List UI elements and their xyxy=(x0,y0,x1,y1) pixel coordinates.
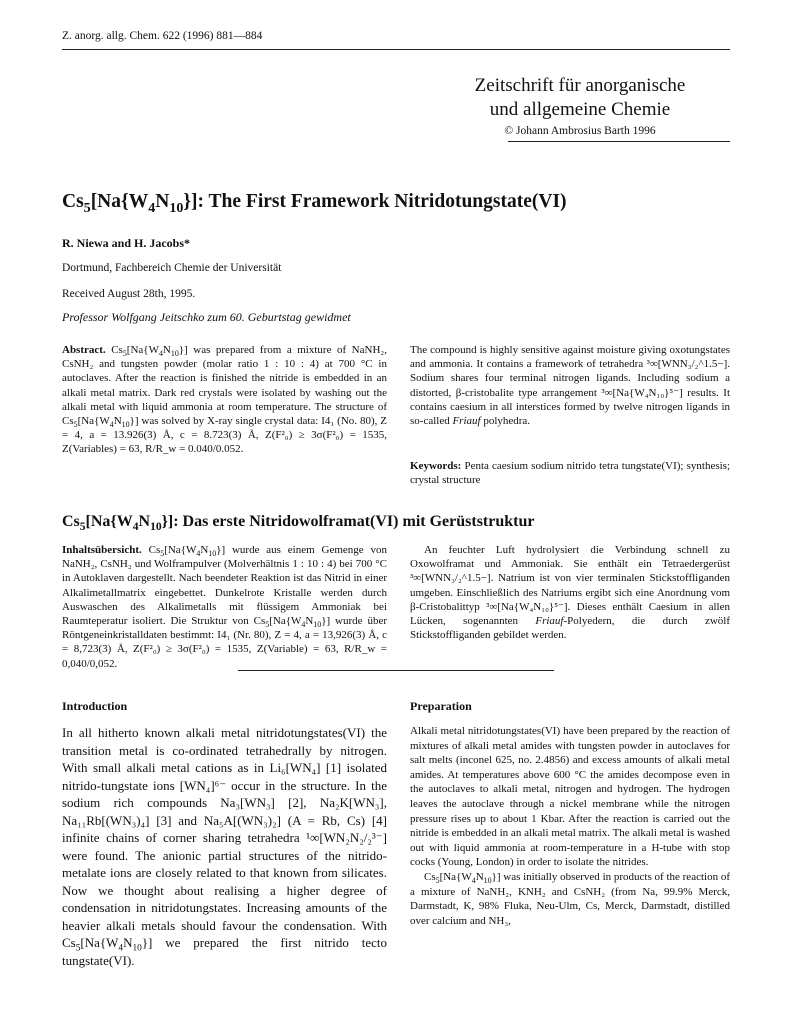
journal-title-line2: und allgemeine Chemie xyxy=(489,99,671,120)
header-rule xyxy=(62,49,730,50)
section-divider xyxy=(238,670,554,671)
german-p1b: wurde über Röntgeneinkristalldaten bestimmt: I4₁ (Nr. 80), Z = 4, a = 13,926(3) Å, c = 8,723(3) Å, Z(F²₀) ≥ 3σ(F²₀) = 1535, Z(Variable) = 63, R/R_w = 0,040/0,052. xyxy=(62,615,387,670)
abstract-label: Abstract. xyxy=(62,344,106,356)
intro-text-a: In all hitherto known alkali metal nitridotungstates(VI) the transition metal is co-ordinated tetrahedrally by nitrogen. With small alkali metal cations as in Li₆[WN₄] [1] isolated nitrido-tungstate ions [WN₄]⁶⁻ occur in the structure. In the sodium rich compounds Na₃[WN₃] [2], Na₂K[WN₃], Na₁₁Rb[(WN₃)₄] [3] and Na₅A[(WN₃)₂] (A = Rb, Cs) [4] infinite chains of corner sharing tetrahedra ¹∞[WN₂N₂/₂³⁻] were found. The anionic partial structures of the nitrido-metalate ions are closely related to that known from silicates. Now we thought about realising a higher degree of condensation in nitridotungstates. Increasing amounts of the heavier alkali metals should favour the condensation. With xyxy=(62,725,387,933)
abstract-left: Abstract. $Cs_5[Na\{W_4N_{10}\}]$ was prepared from a mixture of NaNH₂, CsNH₂ and tungsten powder (molar ratio 1 : 10 : 4) at 700 °C in autoclaves. After the reaction is finished the nitride is embedded in an alkali metal matrix. Dark red crystals were isolated by washing out the alkali metal with liquid ammonia at room temperature. The structure of $Cs_5[Na\{W_4N_{10}\}]$ was solved by X-ray single crystal data: I4₁ (No. 80), Z = 4, a = 13.926(3) Å, c = 8.723(3) Å, Z(F²₀) ≥ 3σ(F²₀) = 1535, Z(Variables) = 63, R/R_w = 0.040/0.052. xyxy=(62,344,387,456)
journal-title-line1: Zeitschrift für anorganische xyxy=(474,75,686,96)
affiliation: Dortmund, Fachbereich Chemie der Universität xyxy=(62,262,282,274)
prep-paragraph-1: Alkali metal nitridotungstates(VI) have been prepared by the reaction of mixtures of alkali metal amides with tungsten powder in autoclaves for salt melts (inconel 625, no. 2.4856) and excess amounts of alkali metal amides. At temperatures above 600 °C the amides decompose even in the autoclaves to alkali metal, nitrogen and hydrogen. The hydrogen leaves the autoclave through a nickel membrane while the nitrogen pressure rises up to about 1 Kbar. After the reaction is carried out the nitride is embedded in an alkali metal matrix. The alkali metal is washed out with liquid ammonia at room-temperature in a H-tube with stop cocks (Young, London) in order to isolate the nitrides. xyxy=(410,725,730,869)
abstract-p2: The compound is highly sensitive against moisture giving oxotungstates and ammonia. It contains a framework of tetrahedra ³∞[WNN₃/₂^1.5−]. Sodium shares four terminal nitrogen ligands. Including sodium a distorted, β-cristobalite type arrangement ³∞[Na{W₄N₁₀}⁵⁻] results. It contains caesium in all interstices formed by twelve nitrogen ligands in so-called xyxy=(410,344,730,428)
prep-p2-text: was initially observed in products of the reaction of a mixture of NaNH₂, KNH₂ and CsNH₂ (from Na, 99.9% Merck, Darmstadt, K, 98% Fluka, Neu-Ulm, Cs, Merck, Darmstadt, distilled over calcium and NH₃, xyxy=(410,870,730,927)
introduction-text: In all hitherto known alkali metal nitridotungstates(VI) the transition metal is co-ordinated tetrahedrally by nitrogen. With small alkali metal cations as in Li₆[WN₄] [1] isolated nitrido-tungstate ions [WN₄]⁶⁻ occur in the structure. In the sodium rich compounds Na₃[WN₃] [2], Na₂K[WN₃], Na₁₁Rb[(WN₃)₄] [3] and Na₅A[(WN₃)₂] (A = Rb, Cs) [4] infinite chains of corner sharing tetrahedra ¹∞[WN₂N₂/₂³⁻] were found. The anionic partial structures of the nitrido-metalate ions are closely related to that known from silicates. Now we thought about realising a higher degree of condensation in nitridotungstates. Increasing amounts of the heavier alkali metals should favour the condensation. With $Cs_5[Na\{W_4N_{10}\}]$ we prepared the first nitrido tecto tungstate(VI). xyxy=(62,725,387,968)
german-title: $Cs_5[Na\{W_4N_{10}\}]$: Das erste Nitridowolframat(VI) mit Gerüststruktur xyxy=(62,513,535,534)
received-date: Received August 28th, 1995. xyxy=(62,288,196,300)
abstract-p2-end: polyhedra. xyxy=(480,415,531,428)
journal-citation: Z. anorg. allg. Chem. 622 (1996) 881—884 xyxy=(62,30,263,42)
preparation-text xyxy=(410,724,730,928)
german-p2-end: -Polyedern, die durch zwölf Stickstoffliganden gebildet werden. xyxy=(410,615,731,642)
german-p2: An feuchter Luft hydrolysiert die Verbindung schnell zu Oxowolframat und Ammoniak. Sie enthält ein Tetraedergerüst ³∞[WNN₃/₂^1.5−]. Natrium ist von vier terminalen Stickstoffliganden umgeben. Einschließlich des Natriums ergibt sich eine Anordnung vom β-Cristobalittyp ³∞[Na{W₄N₁₀}⁵⁻]. Dieses enthält Caesium in allen Lücken, sogenannten xyxy=(410,544,730,628)
intro-text-b: we prepared the first nitrido tecto tungstate(VI). xyxy=(62,935,387,968)
german-p1a: wurde aus einem Gemenge von NaNH₂, CsNH₂ und Wolframpulver (Molverhältnis 1 : 10 : 4) bei 700 °C in Autoklaven dargestellt. Nach beendeter Reaktion ist das Nitrid in einer Alkalimetallmatrix eingebettet. Dunkelrote Kristalle werden durch Auswaschen des Alkalimetalls mit flüssigem Ammoniak bei Raumteperatur isoliert. Die Struktur von xyxy=(62,544,387,628)
article-title: $Cs_5[Na\{W_4N_{10}\}]$: The First Framework Nitridotungstate(VI) xyxy=(62,191,567,216)
journal-masthead xyxy=(430,74,730,137)
keywords-label: Keywords: xyxy=(410,460,462,472)
abstract-right xyxy=(410,343,730,428)
dedication: Professor Wolfgang Jeitschko zum 60. Geburtstag gewidmet xyxy=(62,310,351,324)
journal-copyright: © Johann Ambrosius Barth 1996 xyxy=(504,125,656,137)
abstract-p1b: was solved by X-ray single crystal data: I4₁ (No. 80), Z = 4, a = 13.926(3) Å, c = 8.723(3) Å, Z(F²₀) ≥ 3σ(F²₀) = 1535, Z(Variables) = 63, R/R_w = 0.040/0.052. xyxy=(62,415,387,456)
keywords xyxy=(410,459,730,487)
german-label: Inhaltsübersicht. xyxy=(62,544,142,556)
authors: R. Niewa and H. Jacobs* xyxy=(62,236,191,250)
abstract-p1a: was prepared from a mixture of NaNH₂, CsNH₂ and tungsten powder (molar ratio 1 : 10 : 4) at 700 °C in autoclaves. After the reaction is finished the nitride is embedded in an alkali metal matrix. Dark red crystals were isolated by washing out the alkali metal with liquid ammonia at room temperature. The structure of xyxy=(62,344,387,413)
prep-paragraph-2: $Cs_5[Na\{W_4N_{10}\}]$ was initially observed in products of the reaction of a mixture of NaNH₂, KNH₂ and CsNH₂ (from Na, 99.9% Merck, Darmstadt, K, 98% Fluka, Neu-Ulm, Cs, Merck, Darmstadt, distilled over calcium and NH₃, xyxy=(410,870,730,927)
german-abstract-right xyxy=(410,543,730,642)
german-title-text: ]: Das erste Nitridowolframat(VI) mit Gerüststruktur xyxy=(167,513,535,530)
abstract-friauf: Friauf xyxy=(452,415,481,428)
introduction-heading: Introduction xyxy=(62,699,128,713)
article-title-text: ]: The First Framework Nitridotungstate(VI) xyxy=(191,191,567,212)
preparation-heading: Preparation xyxy=(410,699,472,713)
german-abstract-left: Inhaltsübersicht. $Cs_5[Na\{W_4N_{10}\}]$ wurde aus einem Gemenge von NaNH₂, CsNH₂ und Wolframpulver (Molverhältnis 1 : 10 : 4) bei 700 °C in Autoklaven dargestellt. Nach beendeter Reaktion ist das Nitrid in einer Alkalimetallmatrix eingebettet. Dunkelrote Kristalle werden durch Auswaschen des Alkalimetalls mit flüssigem Ammoniak bei Raumteperatur isoliert. Die Struktur von $Cs_5[Na\{W_4N_{10}\}]$ wurde über Röntgeneinkristalldaten bestimmt: I4₁ (Nr. 80), Z = 4, a = 13,926(3) Å, c = 8,723(3) Å, Z(F²₀) ≥ 3σ(F²₀) = 1535, Z(Variable) = 63, R/R_w = 0,040/0,052. xyxy=(62,544,387,670)
masthead-rule xyxy=(508,141,730,142)
german-friauf: Friauf xyxy=(535,615,564,628)
keywords-text: Penta caesium sodium nitrido tetra tungstate(VI); synthesis; crystal structure xyxy=(410,460,730,487)
